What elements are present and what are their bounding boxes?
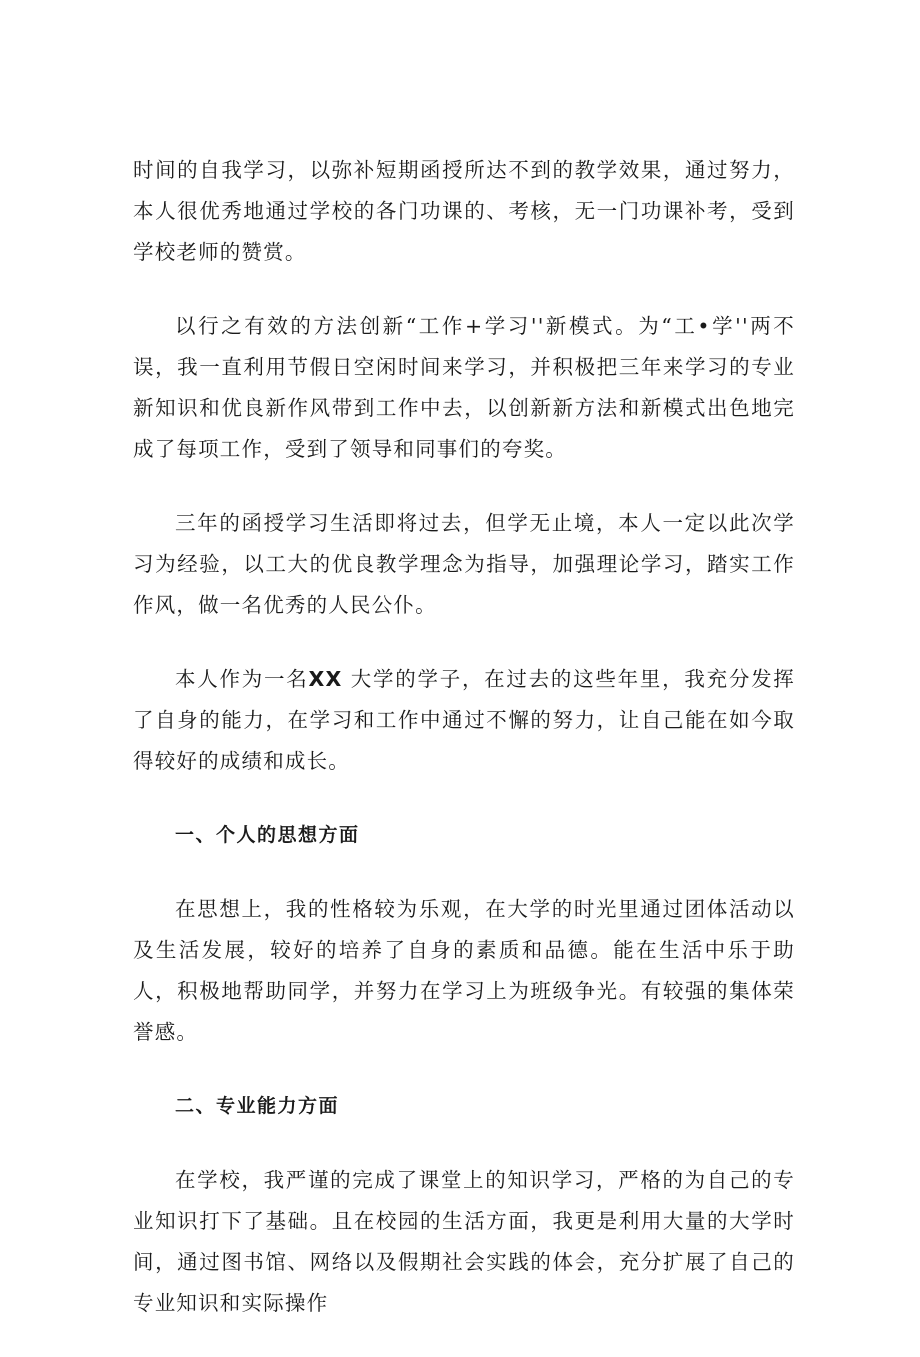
paragraph-continued: 时间的自我学习，以弥补短期函授所达不到的教学效果，通过努力，本人很优秀地通过学校的各门功课的、考核，无一门功课补考，受到学校老师的赞赏。 [133, 158, 795, 264]
paragraph-introduction [133, 659, 795, 782]
paragraph-ideology: 在思想上，我的性格较为乐观，在大学的时光里通过团体活动以及生活发展，较好的培养了自身的素质和品德。能在生活中乐于助人，积极地帮助同学，并努力在学习上为班级争光。有较强的集体荣誉感。 [133, 897, 795, 1044]
paragraph-professional: 在学校，我严谨的完成了课堂上的知识学习，严格的为自己的专业知识打下了基础。且在校园的生活方面，我更是利用大量的大学时间，通过图书馆、网络以及假期社会实践的体会，充分扩展了自己的专业知识和实际操作 [133, 1168, 795, 1315]
document-body [133, 150, 795, 1357]
paragraph-correspondence-study: 三年的函授学习生活即将过去，但学无止境，本人一定以此次学习为经验，以工大的优良教学理念为指导，加强理论学习，踏实工作作风，做一名优秀的人民公仆。 [133, 511, 795, 617]
paragraph-work-study-model: 以行之有效的方法创新“工作+学习''新模式。为“工•学''两不误，我一直利用节假日空闲时间来学习，并积极把三年来学习的专业新知识和优良新作风带到工作中去，以创新新方法和新模式出色地完成了每项工作，受到了领导和同事们的夸奖。 [133, 314, 795, 461]
section-heading-ideology: 一、个人的思想方面 [175, 824, 360, 846]
section-heading-professional: 二、专业能力方面 [175, 1095, 340, 1117]
intro-text-after: 大学的学子，在过去的这些年里，我充分发挥了自身的能力，在学习和工作中通过不懈的努力，让自己能在如今取得较好的成绩和成长。 [133, 667, 796, 773]
intro-text-before: 本人作为一名 [175, 667, 309, 691]
university-name: XX [308, 667, 343, 691]
